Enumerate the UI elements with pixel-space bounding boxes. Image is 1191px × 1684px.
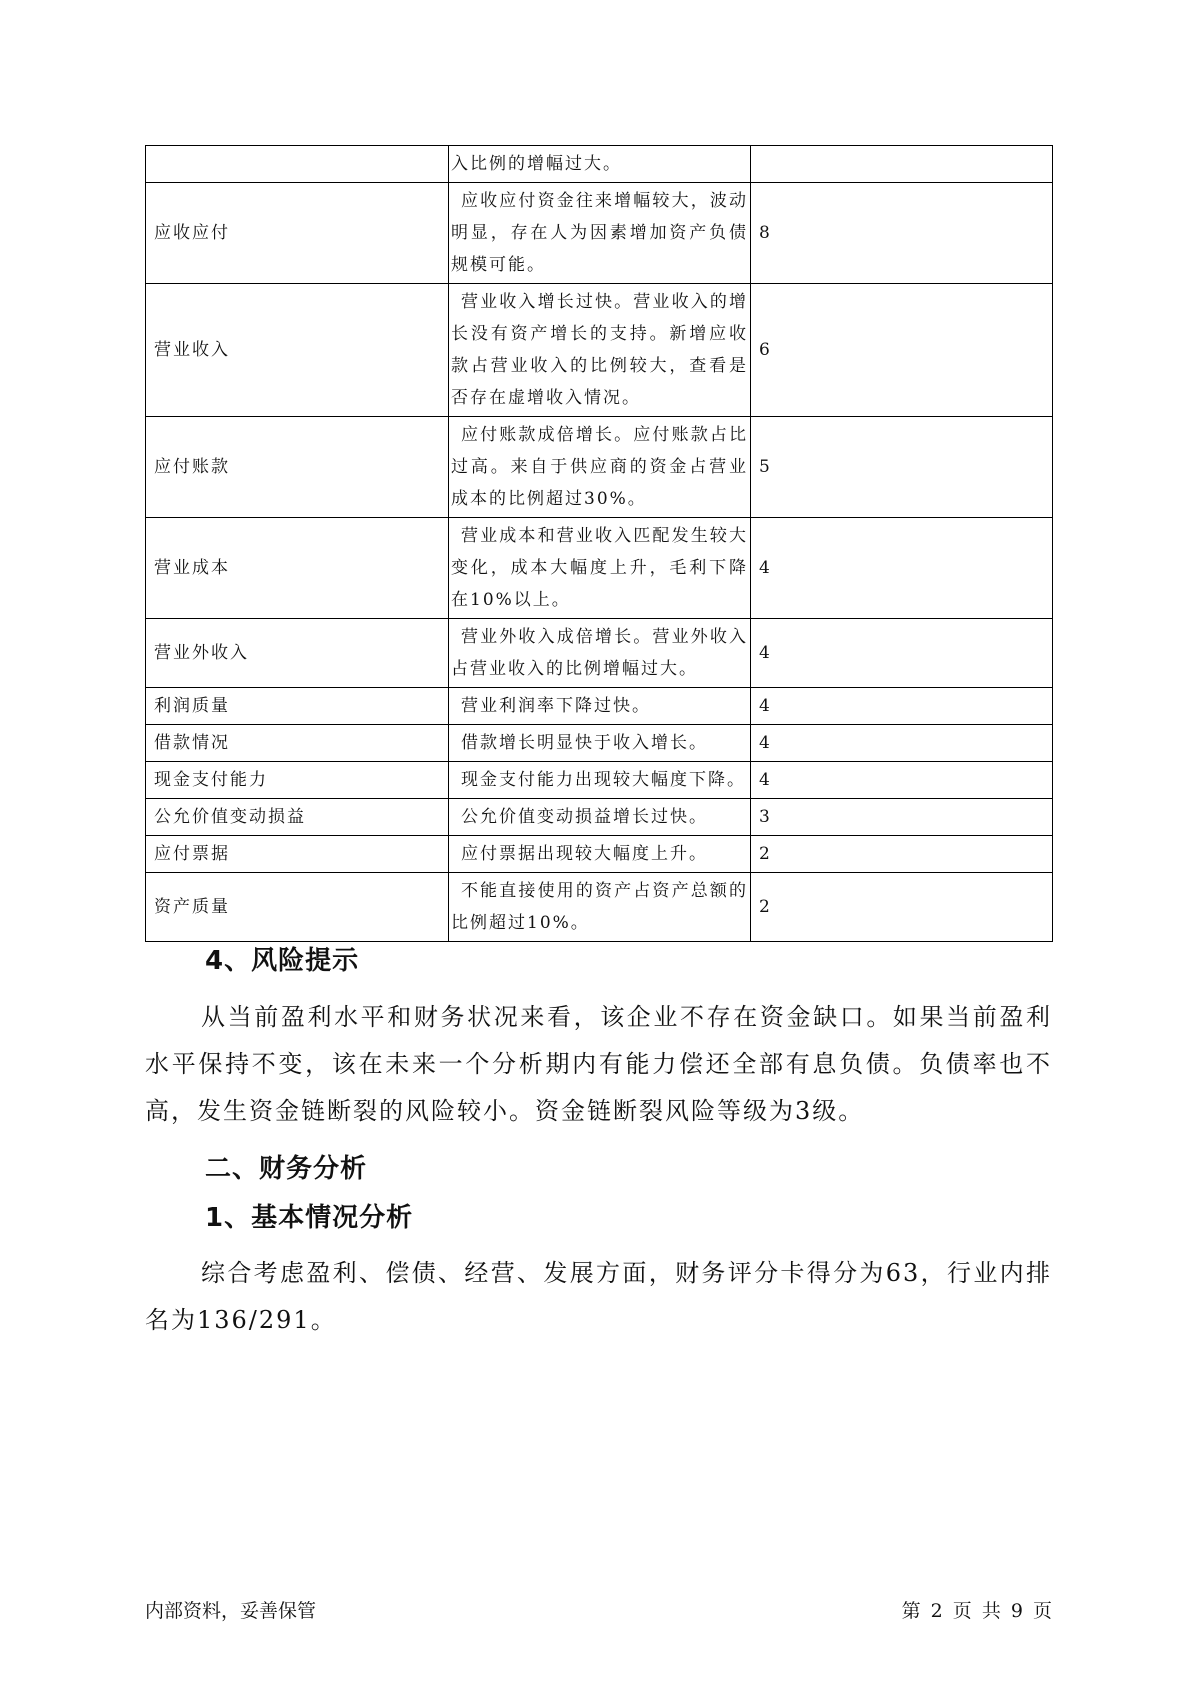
table-row — [146, 873, 1053, 942]
section-heading-risk: 4、风险提示 — [205, 946, 360, 976]
table-row — [146, 417, 1053, 518]
table-cell-score — [751, 146, 1053, 183]
section-heading-finance: 二、财务分析 — [205, 1154, 368, 1184]
table-cell-desc — [449, 836, 751, 873]
table-cell-desc: 入比例的增幅过大。 — [449, 146, 751, 183]
table-cell-score: 2 — [751, 836, 1053, 873]
table-cell-desc-text: 现金支付能力出现较大幅度下降。 — [461, 770, 746, 790]
table-cell-item — [146, 146, 449, 183]
table-cell-desc — [449, 725, 751, 762]
table-cell-score: 5 — [751, 417, 1053, 518]
risk-indicator-table — [145, 145, 1053, 942]
table-cell-desc — [449, 518, 751, 619]
table-row — [146, 284, 1053, 417]
table-cell-desc-text: 应收应付资金往来增幅较大，波动明显，存在人为因素增加资产负债规模可能。 — [451, 191, 748, 275]
table-row — [146, 725, 1053, 762]
table-cell-score: 3 — [751, 799, 1053, 836]
table-cell-desc — [449, 619, 751, 688]
table-cell-desc — [449, 183, 751, 284]
table-cell-desc-text: 借款增长明显快于收入增长。 — [461, 733, 708, 753]
table-cell-item: 应付票据 — [146, 836, 449, 873]
table-row — [146, 518, 1053, 619]
sub-heading-basic: 1、基本情况分析 — [205, 1203, 414, 1233]
table-cell-item: 营业外收入 — [146, 619, 449, 688]
table-cell-score: 4 — [751, 619, 1053, 688]
table-row — [146, 183, 1053, 284]
section-body-finance: 综合考虑盈利、偿债、经营、发展方面，财务评分卡得分为63，行业内排名为136/291。 — [145, 1259, 1052, 1334]
table-cell-item: 资产质量 — [146, 873, 449, 942]
footer-page-number: 第 2 页 共 9 页 — [901, 1600, 1052, 1622]
table-row — [146, 146, 1053, 183]
table-cell-score: 4 — [751, 762, 1053, 799]
section-body-risk: 从当前盈利水平和财务状况来看，该企业不存在资金缺口。如果当前盈利水平保持不变，该在未来一个分析期内有能力偿还全部有息负债。负债率也不高，发生资金链断裂的风险较小。资金链断裂风险等级为3级。 — [145, 1003, 1052, 1125]
table-cell-desc-text: 不能直接使用的资产占资产总额的比例超过10%。 — [451, 881, 748, 933]
table-cell-desc-text: 营业收入增长过快。营业收入的增长没有资产增长的支持。新增应收款占营业收入的比例较大，查看是否存在虚增收入情况。 — [451, 292, 748, 408]
table-cell-desc-text: 应付账款成倍增长。应付账款占比过高。来自于供应商的资金占营业成本的比例超过30%。 — [451, 425, 748, 509]
table-row — [146, 762, 1053, 799]
table-cell-item: 现金支付能力 — [146, 762, 449, 799]
table-cell-item: 借款情况 — [146, 725, 449, 762]
table-cell-desc — [449, 284, 751, 417]
table-row — [146, 619, 1053, 688]
table-cell-item: 营业收入 — [146, 284, 449, 417]
table-row — [146, 688, 1053, 725]
table-cell-item: 应付账款 — [146, 417, 449, 518]
table-cell-item: 利润质量 — [146, 688, 449, 725]
table-cell-item: 应收应付 — [146, 183, 449, 284]
table-cell-item: 公允价值变动损益 — [146, 799, 449, 836]
table-cell-score: 6 — [751, 284, 1053, 417]
table-row — [146, 836, 1053, 873]
table-cell-desc-text: 应付票据出现较大幅度上升。 — [461, 844, 708, 864]
footer-confidential: 内部资料，妥善保管 — [145, 1600, 317, 1622]
table-cell-score: 2 — [751, 873, 1053, 942]
table-cell-desc — [449, 417, 751, 518]
table-cell-score: 4 — [751, 725, 1053, 762]
table-cell-desc-text: 营业外收入成倍增长。营业外收入占营业收入的比例增幅过大。 — [451, 627, 748, 679]
table-cell-score: 4 — [751, 688, 1053, 725]
table-cell-desc-text: 营业成本和营业收入匹配发生较大变化，成本大幅度上升，毛利下降在10%以上。 — [451, 526, 748, 610]
table-cell-item: 营业成本 — [146, 518, 449, 619]
table-row — [146, 799, 1053, 836]
table-cell-desc — [449, 762, 751, 799]
table-cell-score: 8 — [751, 183, 1053, 284]
table-cell-desc — [449, 873, 751, 942]
table-cell-desc-text: 公允价值变动损益增长过快。 — [461, 807, 708, 827]
table-cell-desc — [449, 688, 751, 725]
table-cell-desc — [449, 799, 751, 836]
table-cell-score: 4 — [751, 518, 1053, 619]
table-cell-desc-text: 营业利润率下降过快。 — [461, 696, 651, 716]
